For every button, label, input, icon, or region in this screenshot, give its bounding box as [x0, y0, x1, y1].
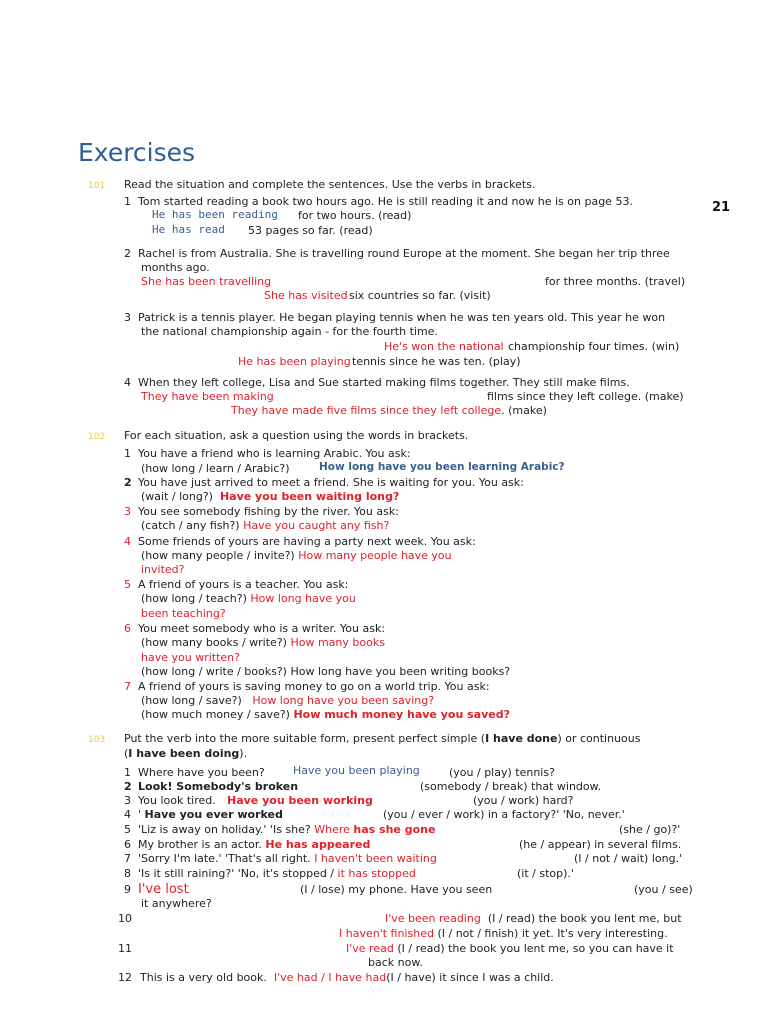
ex101-item-2-cont: months ago. — [141, 261, 210, 274]
ex101-answer-3b: He has been playing — [238, 355, 351, 368]
exercise-101-instruction: Read the situation and complete the sentences. Use the verbs in brackets. — [124, 178, 536, 191]
ex102-item-7: 7 A friend of yours is saving money to go on a world trip. You ask: — [124, 680, 490, 693]
ex101-item-3-cont: the national championship again - for the fourth time. — [141, 325, 438, 338]
ex101-rest-2a: for three months. (travel) — [545, 275, 686, 288]
page-title: Exercises — [78, 138, 196, 167]
ex101-line-4b: They have made five films since they left college. (make) — [231, 404, 547, 417]
ex102-item-3: 3 You see somebody fishing by the river. You ask: — [124, 505, 399, 518]
ex103-item-8: 8 'Is it still raining?' 'No, it's stopped / it has stopped — [124, 867, 416, 880]
page-number: 21 — [712, 200, 731, 215]
ex103-answer-3: Have you been working — [227, 794, 373, 807]
ex102-line-5: (how long / teach?) How long have you — [141, 592, 356, 605]
ex102-extra-6: (how long / write / books?) How long have you been writing books? — [141, 665, 511, 678]
ex103-rest-2: (somebody / break) that window. — [420, 780, 602, 793]
ex101-item-1: 1 Tom started reading a book two hours ago. He is still reading it and now he is on page 53. — [124, 195, 633, 208]
ex103-item-2: 2 Look! Somebody's broken — [124, 780, 299, 793]
ex102-item-2: 2 You have just arrived to meet a friend. She is waiting for you. You ask: — [124, 476, 524, 489]
ex103-rest-3: (you / work) hard? — [473, 794, 574, 807]
ex103-item-9: 9 I've lost — [124, 882, 189, 897]
ex102-item-1: 1 You have a friend who is learning Arabic. You ask: — [124, 447, 411, 460]
ex102-line-6: (how many books / write?) How many books — [141, 636, 385, 649]
ex101-item-4: 4 When they left college, Lisa and Sue started making films together. They still make films. — [124, 376, 630, 389]
ex103-rest-5: (she / go)?' — [619, 823, 681, 836]
ex101-rest-4a: films since they left college. (make) — [487, 390, 684, 403]
ex102-line-3: (catch / any fish?) Have you caught any fish? — [141, 519, 390, 532]
ex103-rest-9: (you / see) — [634, 883, 693, 896]
ex102-answer-6-cont: have you written? — [141, 651, 240, 664]
exercise-103-instruction-cont: (I have been doing). — [124, 747, 248, 760]
ex101-answer-2b: She has visited — [264, 289, 348, 302]
ex103-item-1: 1 Where have you been? — [124, 766, 265, 779]
ex102-answer-1: How long have you been learning Arabic? — [319, 461, 565, 473]
exercise-number-102: 102 — [88, 432, 106, 442]
ex102-item-4: 4 Some friends of yours are having a party next week. You ask: — [124, 535, 476, 548]
ex103-item-5: 5 'Liz is away on holiday.' 'Is she? Where has she gone — [124, 823, 436, 836]
ex103-rest-6: (he / appear) in several films. — [519, 838, 682, 851]
ex103-item-6: 6 My brother is an actor. He has appeared — [124, 838, 371, 851]
exercise-number-101: 101 — [88, 181, 106, 191]
ex102-answer-5-cont: been teaching? — [141, 607, 226, 620]
ex103-rest-1: (you / play) tennis? — [449, 766, 555, 779]
ex103-item-12: 12 This is a very old book. I've had / I have had(I / have) it since I was a child. — [118, 971, 554, 984]
ex102-item-5: 5 A friend of yours is a teacher. You ask: — [124, 578, 349, 591]
ex101-item-2: 2 Rachel is from Australia. She is travelling round Europe at the moment. She began her trip three — [124, 247, 670, 260]
ex101-rest-1b: 53 pages so far. (read) — [248, 224, 373, 237]
ex101-answer-1b: He has read — [152, 223, 225, 236]
ex101-rest-3a: championship four times. (win) — [508, 340, 680, 353]
ex103-item-10-number: 10 — [118, 912, 132, 925]
ex103-line-10b: I haven't finished (I / not / finish) it yet. It's very interesting. — [339, 927, 668, 940]
ex103-text-9-cont: it anywhere? — [141, 897, 212, 910]
ex101-answer-3a: He's won the national — [384, 340, 504, 353]
ex102-line-7b: (how much money / save?) How much money have you saved? — [141, 708, 510, 721]
ex103-item-7: 7 'Sorry I'm late.' 'That's all right. I haven't been waiting — [124, 852, 437, 865]
ex101-answer-2a: She has been travelling — [141, 275, 272, 288]
ex103-text-9: (I / lose) my phone. Have you seen — [300, 883, 493, 896]
ex103-item-3: 3 You look tired. — [124, 794, 216, 807]
ex102-prompt-1: (how long / learn / Arabic?) — [141, 462, 290, 475]
ex102-line-2: (wait / long?) Have you been waiting long? — [141, 490, 400, 503]
ex102-line-4: (how many people / invite?) How many people have you — [141, 549, 452, 562]
ex103-line-11b: back now. — [368, 956, 423, 969]
ex101-answer-4a: They have been making — [141, 390, 274, 403]
exercise-number-103: 103 — [88, 735, 106, 745]
ex101-rest-2b: six countries so far. (visit) — [349, 289, 491, 302]
ex103-line-11a: I've read (I / read) the book you lent me, so you can have it — [346, 942, 674, 955]
ex102-item-6: 6 You meet somebody who is a writer. You ask: — [124, 622, 386, 635]
ex103-rest-4: (you / ever / work) in a factory?' 'No, never.' — [383, 808, 625, 821]
ex103-answer-1: Have you been playing — [293, 764, 420, 777]
ex103-rest-7: (I / not / wait) long.' — [574, 852, 683, 865]
ex101-rest-1a: for two hours. (read) — [298, 209, 412, 222]
ex101-rest-3b: tennis since he was ten. (play) — [352, 355, 521, 368]
ex103-item-11-number: 11 — [118, 942, 132, 955]
ex101-item-3: 3 Patrick is a tennis player. He began playing tennis when he was ten years old. This year he won — [124, 311, 666, 324]
ex103-item-4: 4 ' Have you ever worked — [124, 808, 283, 821]
ex102-answer-4-cont: invited? — [141, 563, 185, 576]
exercise-102-instruction: For each situation, ask a question using the words in brackets. — [124, 429, 469, 442]
exercise-103-instruction: Put the verb into the more suitable form, present perfect simple (I have done) or continuous — [124, 732, 641, 745]
ex102-line-7a: (how long / save?) How long have you been saving? — [141, 694, 435, 707]
ex103-line-10a: I've been reading (I / read) the book you lent me, but — [385, 912, 682, 925]
ex101-answer-1a: He has been reading — [152, 208, 278, 221]
ex103-rest-8: (it / stop).' — [517, 867, 574, 880]
